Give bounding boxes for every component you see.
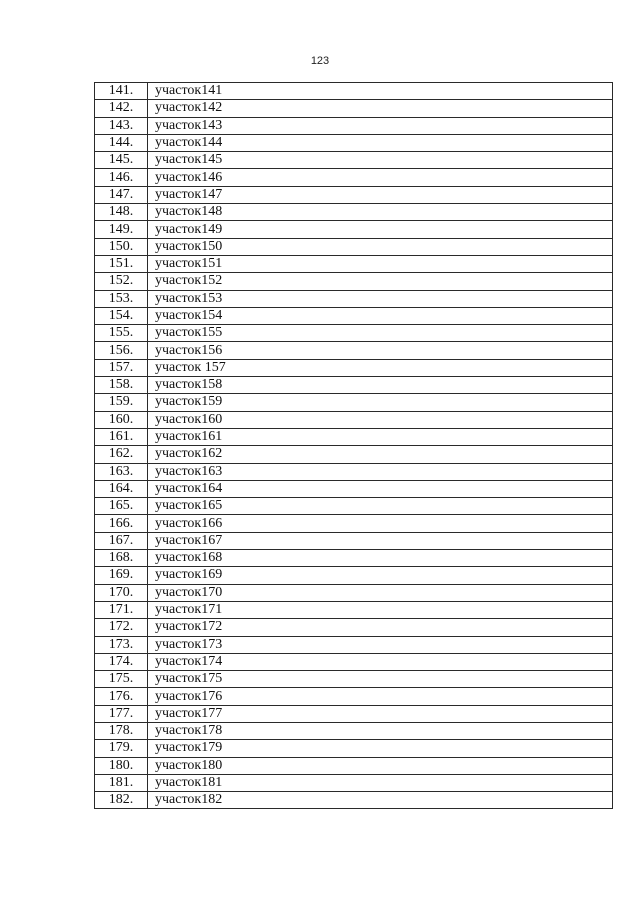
table-row: [95, 550, 613, 567]
plot-name: участок174: [148, 653, 613, 670]
plot-name: участок153: [148, 290, 613, 307]
row-number: 159.: [95, 394, 148, 411]
row-number: 164.: [95, 480, 148, 497]
plot-name: участок182: [148, 792, 613, 809]
plot-name: участок149: [148, 221, 613, 238]
plot-name: участок178: [148, 722, 613, 739]
table-row: [95, 774, 613, 791]
table-row: [95, 83, 613, 100]
row-number: 166.: [95, 515, 148, 532]
plot-name: участок181: [148, 774, 613, 791]
row-number: 142.: [95, 100, 148, 117]
plot-name: участок144: [148, 134, 613, 151]
plots-table-body: [95, 83, 613, 809]
row-number: 160.: [95, 411, 148, 428]
row-number: 156.: [95, 342, 148, 359]
row-number: 161.: [95, 428, 148, 445]
row-number: 180.: [95, 757, 148, 774]
row-number: 155.: [95, 325, 148, 342]
table-row: [95, 273, 613, 290]
row-number: 162.: [95, 446, 148, 463]
plot-name: участок166: [148, 515, 613, 532]
table-row: [95, 619, 613, 636]
table-row: [95, 601, 613, 618]
row-number: 181.: [95, 774, 148, 791]
table-row: [95, 446, 613, 463]
plot-name: участок159: [148, 394, 613, 411]
plot-name: участок164: [148, 480, 613, 497]
row-number: 179.: [95, 740, 148, 757]
table-row: [95, 757, 613, 774]
plot-name: участок146: [148, 169, 613, 186]
row-number: 176.: [95, 688, 148, 705]
plot-name: участок142: [148, 100, 613, 117]
row-number: 141.: [95, 83, 148, 100]
row-number: 169.: [95, 567, 148, 584]
table-row: [95, 584, 613, 601]
plot-name: участок150: [148, 238, 613, 255]
row-number: 157.: [95, 359, 148, 376]
row-number: 177.: [95, 705, 148, 722]
table-row: [95, 515, 613, 532]
plots-table: [94, 82, 613, 809]
plot-name: участок 157: [148, 359, 613, 376]
row-number: 167.: [95, 532, 148, 549]
table-row: [95, 498, 613, 515]
table-row: [95, 325, 613, 342]
table-row: [95, 411, 613, 428]
plot-name: участок172: [148, 619, 613, 636]
row-number: 152.: [95, 273, 148, 290]
row-number: 172.: [95, 619, 148, 636]
plot-name: участок151: [148, 255, 613, 272]
page-number: 123: [310, 55, 330, 67]
row-number: 150.: [95, 238, 148, 255]
plot-name: участок141: [148, 83, 613, 100]
table-row: [95, 221, 613, 238]
table-row: [95, 653, 613, 670]
row-number: 147.: [95, 186, 148, 203]
plot-name: участок160: [148, 411, 613, 428]
table-row: [95, 134, 613, 151]
table-row: [95, 480, 613, 497]
row-number: 174.: [95, 653, 148, 670]
row-number: 153.: [95, 290, 148, 307]
row-number: 154.: [95, 307, 148, 324]
plot-name: участок179: [148, 740, 613, 757]
row-number: 151.: [95, 255, 148, 272]
plot-name: участок158: [148, 377, 613, 394]
plot-name: участок162: [148, 446, 613, 463]
row-number: 146.: [95, 169, 148, 186]
plot-name: участок147: [148, 186, 613, 203]
table-row: [95, 255, 613, 272]
plot-name: участок156: [148, 342, 613, 359]
table-row: [95, 152, 613, 169]
table-row: [95, 532, 613, 549]
plot-name: участок177: [148, 705, 613, 722]
row-number: 145.: [95, 152, 148, 169]
plot-name: участок145: [148, 152, 613, 169]
row-number: 182.: [95, 792, 148, 809]
table-row: [95, 186, 613, 203]
table-row: [95, 740, 613, 757]
table-row: [95, 342, 613, 359]
row-number: 165.: [95, 498, 148, 515]
table-row: [95, 204, 613, 221]
row-number: 144.: [95, 134, 148, 151]
plot-name: участок152: [148, 273, 613, 290]
table-row: [95, 377, 613, 394]
row-number: 178.: [95, 722, 148, 739]
plot-name: участок154: [148, 307, 613, 324]
plot-name: участок171: [148, 601, 613, 618]
table-row: [95, 688, 613, 705]
row-number: 149.: [95, 221, 148, 238]
plot-name: участок175: [148, 671, 613, 688]
plot-name: участок143: [148, 117, 613, 134]
row-number: 143.: [95, 117, 148, 134]
table-row: [95, 792, 613, 809]
row-number: 158.: [95, 377, 148, 394]
table-row: [95, 394, 613, 411]
table-row: [95, 359, 613, 376]
table-row: [95, 238, 613, 255]
table-row: [95, 290, 613, 307]
table-row: [95, 671, 613, 688]
plot-name: участок155: [148, 325, 613, 342]
table-row: [95, 117, 613, 134]
plot-name: участок167: [148, 532, 613, 549]
row-number: 148.: [95, 204, 148, 221]
row-number: 175.: [95, 671, 148, 688]
table-row: [95, 428, 613, 445]
plot-name: участок163: [148, 463, 613, 480]
table-row: [95, 307, 613, 324]
plot-name: участок176: [148, 688, 613, 705]
plot-name: участок173: [148, 636, 613, 653]
table-row: [95, 463, 613, 480]
table-row: [95, 567, 613, 584]
table-row: [95, 722, 613, 739]
plot-name: участок180: [148, 757, 613, 774]
plot-name: участок169: [148, 567, 613, 584]
table-row: [95, 169, 613, 186]
table-row: [95, 705, 613, 722]
plot-name: участок168: [148, 550, 613, 567]
plot-name: участок170: [148, 584, 613, 601]
row-number: 173.: [95, 636, 148, 653]
row-number: 170.: [95, 584, 148, 601]
plot-name: участок148: [148, 204, 613, 221]
row-number: 168.: [95, 550, 148, 567]
plot-name: участок165: [148, 498, 613, 515]
row-number: 171.: [95, 601, 148, 618]
row-number: 163.: [95, 463, 148, 480]
table-row: [95, 636, 613, 653]
table-row: [95, 100, 613, 117]
plot-name: участок161: [148, 428, 613, 445]
